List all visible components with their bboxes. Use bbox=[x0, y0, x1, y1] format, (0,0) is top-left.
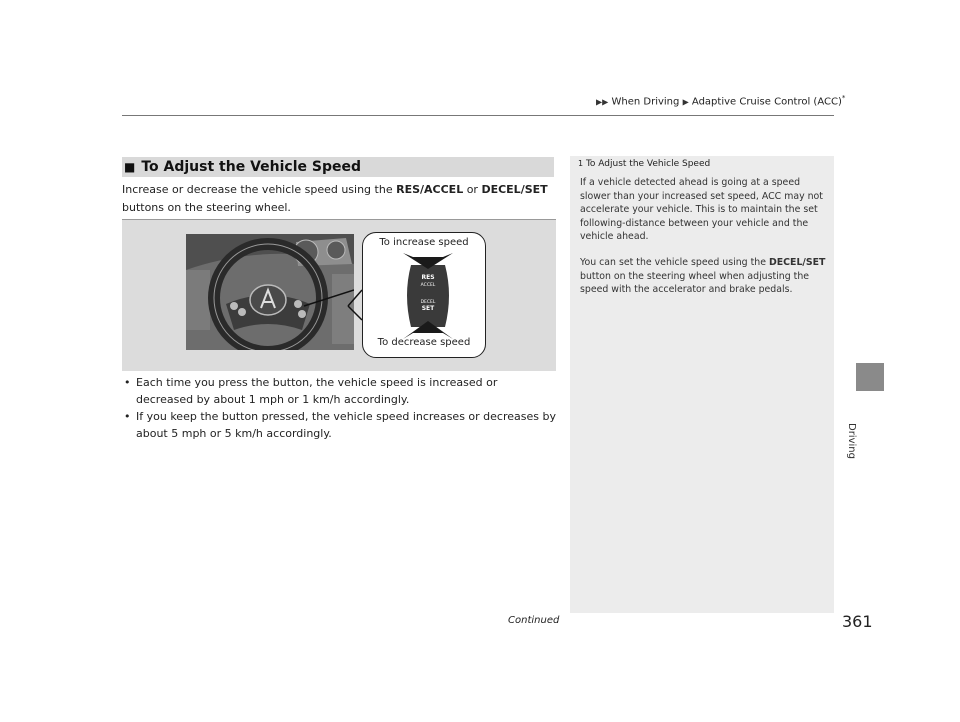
list-item bbox=[122, 408, 556, 442]
bullet-text: Each time you press the button, the vehicle speed is increased or decreased by about 1 mph or 1 km/h accordingly. bbox=[136, 376, 498, 406]
switch-accel-text: ACCEL bbox=[420, 283, 436, 288]
breadcrumb-arrow-icon: ▶ bbox=[682, 97, 689, 107]
note-ref-number: 1 bbox=[578, 159, 584, 168]
chapter-side-label bbox=[846, 395, 883, 459]
note-paragraph: If a vehicle detected ahead is going at a speed slower than your increased set speed, ACC may not accelerate your vehicle. This is to maintain the set following-distance between your vehicle and the vehicle ahead. bbox=[580, 177, 823, 242]
bullet-icon: • bbox=[124, 410, 131, 423]
button-name-decel-set: DECEL/SET bbox=[481, 183, 548, 196]
chapter-label-text: Driving bbox=[846, 423, 857, 459]
switch-res-text: RES bbox=[421, 274, 435, 281]
section-title: To Adjust the Vehicle Speed bbox=[141, 159, 361, 175]
steering-wheel-figure bbox=[122, 219, 556, 371]
list-item bbox=[122, 374, 556, 408]
header-divider bbox=[122, 115, 834, 116]
breadcrumb-item-acc[interactable]: Adaptive Cruise Control (ACC) bbox=[691, 96, 842, 108]
note-title bbox=[578, 159, 710, 169]
intro-paragraph bbox=[122, 181, 556, 217]
intro-text: Increase or decrease the vehicle speed using the bbox=[122, 183, 397, 196]
bullet-list bbox=[122, 374, 556, 442]
note-title-text: To Adjust the Vehicle Speed bbox=[585, 159, 711, 169]
bullet-icon: • bbox=[124, 376, 131, 389]
button-name-decel-set: DECEL/SET bbox=[768, 257, 826, 268]
page-number: 361 bbox=[842, 612, 873, 631]
section-heading bbox=[122, 157, 554, 177]
note-paragraph bbox=[580, 256, 826, 297]
intro-text: buttons on the steering wheel. bbox=[122, 201, 291, 214]
label-decrease-speed: To decrease speed bbox=[377, 337, 471, 348]
switch-set-text: SET bbox=[421, 305, 435, 312]
footnote-mark: * bbox=[841, 94, 846, 102]
arrow-down-icon bbox=[403, 253, 453, 269]
note-text: button on the steering wheel when adjusting the speed with the accelerator and brake pedals. bbox=[580, 270, 810, 295]
switch-decel-text: DECEL bbox=[420, 300, 436, 305]
breadcrumb bbox=[596, 94, 845, 107]
switch-callout-panel bbox=[362, 232, 486, 358]
label-increase-speed: To increase speed bbox=[379, 237, 469, 248]
sidebar-note bbox=[570, 156, 834, 613]
steering-wheel-illustration bbox=[186, 234, 354, 350]
button-name-res-accel: RES/ACCEL bbox=[396, 183, 464, 196]
bullet-text: If you keep the button pressed, the vehicle speed increases or decreases by about 5 mph or 5 km/h accordingly. bbox=[136, 410, 556, 440]
note-text: You can set the vehicle speed using the bbox=[580, 257, 769, 268]
breadcrumb-item-when-driving[interactable]: When Driving bbox=[611, 96, 680, 108]
breadcrumb-arrow-icon: ▶▶ bbox=[596, 97, 609, 107]
continued-label: Continued bbox=[508, 615, 560, 626]
section-square-icon: ■ bbox=[124, 160, 136, 174]
chapter-tab[interactable] bbox=[856, 363, 884, 391]
intro-text: or bbox=[463, 183, 482, 196]
